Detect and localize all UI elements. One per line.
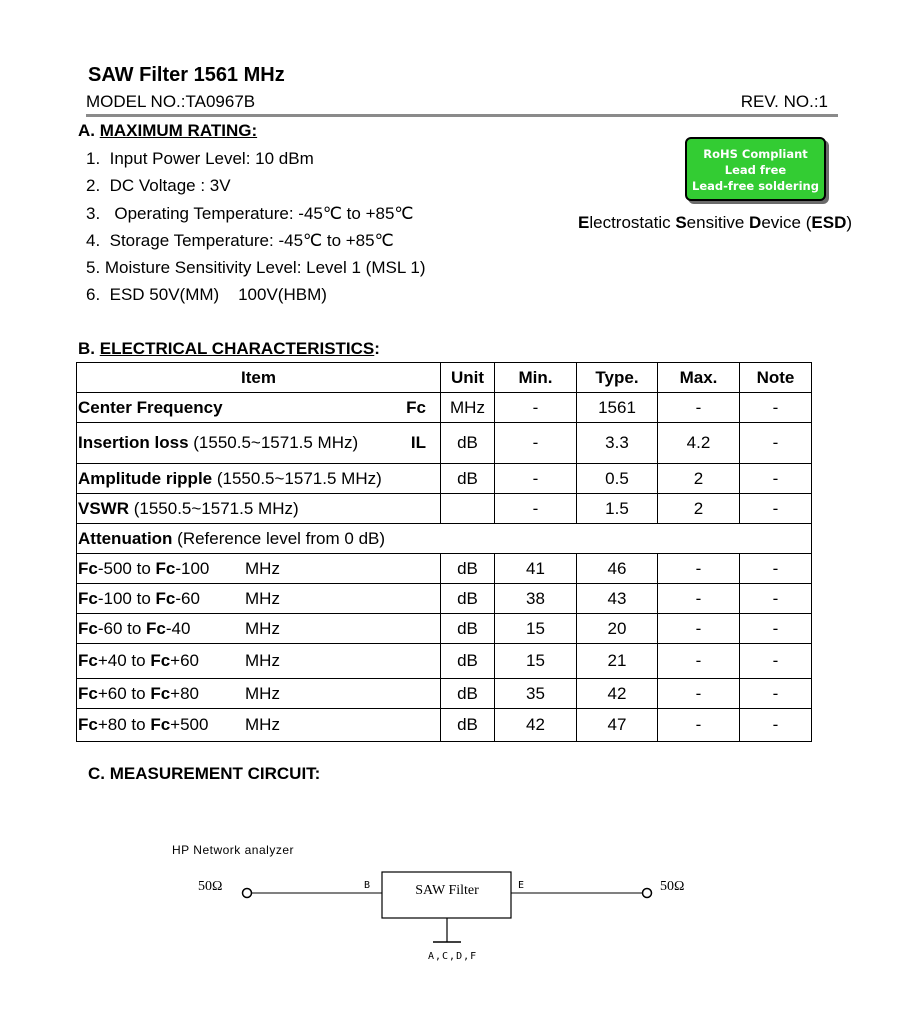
note-cell: - [740,554,812,584]
range-text: +60 [170,651,199,670]
section-a-prefix: A. [78,121,100,140]
range-text: -500 to [97,558,156,578]
item-cell [77,709,441,742]
esd-letter: D [749,213,762,232]
min-cell: - [495,393,577,423]
item-cell [77,393,441,423]
port-e-label: E [518,880,525,891]
min-cell: - [495,464,577,494]
fc-symbol: Fc [78,715,98,734]
fc-symbol: Fc [146,618,166,638]
typ-cell: 0.5 [577,464,658,494]
unit-cell: dB [441,554,495,584]
esd-abbr: ESD [811,213,847,232]
column-header: Item [77,363,441,393]
saw-filter-label: SAW Filter [415,883,479,898]
column-header: Note [740,363,812,393]
esd-letter: E [578,213,590,232]
typ-cell: 1561 [577,393,658,423]
measurement-circuit-diagram [0,860,900,970]
range-text: -100 [175,558,210,578]
item-cell [77,423,441,464]
typ-cell: 21 [577,644,658,679]
range-text: -40 [165,618,191,638]
note-cell: - [740,644,812,679]
rating-item: 5. Moisture Sensitivity Level: Level 1 (MSL 1) [86,258,426,277]
table-row [77,524,812,554]
fc-symbol: Fc [155,558,176,578]
typ-cell: 3.3 [577,423,658,464]
esd-notice [578,213,852,233]
max-cell: - [658,584,740,614]
port-b-label: B [364,880,371,891]
range-unit: MHz [245,618,280,638]
table-row [77,644,812,679]
rohs-line: RoHS Compliant [703,147,808,161]
fc-symbol: Fc [150,651,171,670]
rohs-badge [685,137,826,201]
item-name: Center Frequency [78,397,223,417]
section-b-prefix: B. [78,339,100,358]
electrical-characteristics-table [76,362,812,742]
table-row [77,614,812,644]
model-number: MODEL NO.:TA0967B [86,92,256,111]
max-cell: 2 [658,494,740,524]
typ-cell: 43 [577,584,658,614]
attenuation-heading-cell [77,524,812,554]
column-header: Min. [495,363,577,393]
note-cell: - [740,423,812,464]
rating-item: 3. Operating Temperature: -45℃ to +85℃ [86,204,414,223]
range-unit: MHz [245,558,280,578]
column-header: Unit [441,363,495,393]
fc-symbol: Fc [78,683,98,703]
section-c-heading: C. MEASUREMENT CIRCUIT: [88,764,321,783]
range-unit: MHz [245,683,280,703]
esd-text: ensitive [686,213,750,232]
item-cell [77,679,441,709]
range-unit: MHz [245,715,280,734]
min-cell: 35 [495,679,577,709]
table-row [77,709,812,742]
table-row [77,423,812,464]
unit-cell [441,494,495,524]
fc-symbol: Fc [150,683,171,703]
typ-cell: 1.5 [577,494,658,524]
item-cell [77,494,441,524]
section-b-colon: : [374,339,380,358]
note-cell: - [740,679,812,709]
fc-symbol: Fc [150,715,171,734]
item-condition: (1550.5~1571.5 MHz) [212,468,382,488]
note-cell: - [740,494,812,524]
ground-pins-label: A,C,D,F [428,951,478,962]
table-row [77,554,812,584]
range-text: +80 [170,683,199,703]
table-row [77,393,812,423]
max-cell: - [658,393,740,423]
item-cell [77,644,441,679]
table-row [77,584,812,614]
max-cell: - [658,679,740,709]
max-cell: - [658,709,740,742]
header-divider [86,114,838,117]
note-cell: - [740,709,812,742]
fc-symbol: Fc [155,588,176,608]
range-unit: MHz [245,588,280,608]
typ-cell: 42 [577,679,658,709]
section-a-title: MAXIMUM RATING: [99,121,258,140]
esd-letter: S [675,213,687,232]
left-impedance-label: 50Ω [198,879,223,894]
item-condition: (1550.5~1571.5 MHz) [188,433,359,452]
item-name: VSWR [78,498,129,518]
unit-cell: dB [441,584,495,614]
unit-cell: dB [441,679,495,709]
range-text: +40 to [97,651,151,670]
unit-cell: dB [441,423,495,464]
right-port-terminal [643,889,652,898]
esd-text: evice ( [761,213,812,232]
unit-cell: dB [441,464,495,494]
range-text: +80 to [97,715,151,734]
note-cell: - [740,393,812,423]
item-symbol: IL [410,433,426,452]
section-b-heading [78,339,380,359]
max-cell: - [658,644,740,679]
table-row [77,679,812,709]
unit-cell: MHz [441,393,495,423]
rohs-line: Lead free [724,163,787,177]
right-impedance-label: 50Ω [660,879,685,894]
max-cell: 4.2 [658,423,740,464]
unit-cell: dB [441,614,495,644]
esd-text: lectrostatic [589,213,676,232]
min-cell: 38 [495,584,577,614]
min-cell: 15 [495,644,577,679]
column-header: Type. [577,363,658,393]
rating-item: 2. DC Voltage : 3V [86,176,231,195]
fc-symbol: Fc [78,558,98,578]
typ-cell: 47 [577,709,658,742]
min-cell: 41 [495,554,577,584]
fc-symbol: Fc [78,618,98,638]
table-row [77,464,812,494]
max-cell: 2 [658,464,740,494]
item-condition: (Reference level from 0 dB) [172,528,386,548]
typ-cell: 46 [577,554,658,584]
left-port-terminal [243,889,252,898]
range-text: +60 to [97,683,151,703]
range-unit: MHz [245,651,280,670]
max-cell: - [658,554,740,584]
esd-text: ) [846,213,853,232]
rohs-line: Lead-free soldering [692,179,819,193]
item-name: Insertion loss [78,433,189,452]
item-name: Amplitude ripple [78,468,213,488]
unit-cell: dB [441,709,495,742]
table-header-row [77,363,812,393]
note-cell: - [740,464,812,494]
item-symbol: Fc [406,397,426,417]
fc-symbol: Fc [78,588,98,608]
min-cell: - [495,423,577,464]
item-cell [77,464,441,494]
item-name: Attenuation [78,528,173,548]
max-cell: - [658,614,740,644]
section-b-title: ELECTRICAL CHARACTERISTICS [99,339,375,358]
analyzer-label: HP Network analyzer [172,843,294,857]
document-title: SAW Filter 1561 MHz [88,64,285,86]
item-cell [77,614,441,644]
note-cell: - [740,584,812,614]
table-row [77,494,812,524]
item-condition: (1550.5~1571.5 MHz) [129,498,299,518]
rating-item: 1. Input Power Level: 10 dBm [86,149,314,168]
item-cell [77,584,441,614]
item-cell [77,554,441,584]
column-header: Max. [658,363,740,393]
typ-cell: 20 [577,614,658,644]
range-text: -60 [175,588,200,608]
rating-item: 4. Storage Temperature: -45℃ to +85℃ [86,231,394,250]
min-cell: 42 [495,709,577,742]
fc-symbol: Fc [78,651,98,670]
min-cell: - [495,494,577,524]
range-text: -100 to [97,588,156,608]
revision-number: REV. NO.:1 [740,92,828,111]
rating-item: 6. ESD 50V(MM) 100V(HBM) [86,285,327,304]
note-cell: - [740,614,812,644]
section-a-heading [78,121,257,141]
min-cell: 15 [495,614,577,644]
range-text: +500 [170,715,209,734]
unit-cell: dB [441,644,495,679]
range-text: -60 to [97,618,147,638]
